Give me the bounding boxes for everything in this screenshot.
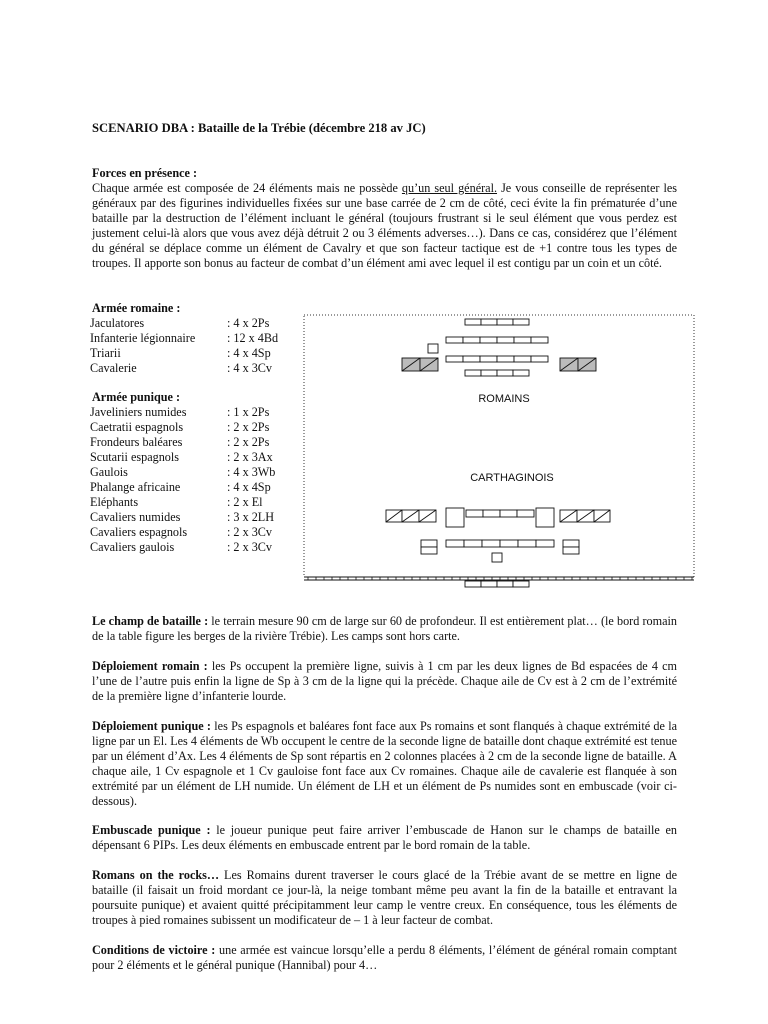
roman-general	[428, 344, 438, 353]
unit-value: : 2 x El	[227, 495, 263, 509]
unit-value: : 2 x 2Ps	[227, 420, 270, 434]
section-battlefield	[92, 614, 677, 644]
section-text: une armée est vaincue lorsqu’elle a perdu 8 éléments, l’élément de général romain comptant pour 2 éléments et le général punique (Hannibal) pour 4…	[92, 943, 677, 973]
unit-name: Infanterie légionnaire	[90, 331, 196, 345]
roman-army-heading: Armée romaine :	[92, 301, 181, 315]
unit-value: : 2 x 3Ax	[227, 450, 273, 464]
section-punic-ambush	[92, 823, 677, 853]
section-text: Les Romains durent traverser le cours glacé de la Trébie avant de se mettre en ligne de bataille (il faisait un froid mordant ce jour-là, la neige tombant même peu avant la fin de la bataille et entravant la poursuite punique) et avaient quitté précipitamment leur camp le ventre creux. En conséquence, tous les éléments de troupes à pied romaines subissent un modificateur de – 1 à leur facteur de combat.	[92, 868, 677, 928]
roman-deployment	[402, 319, 596, 376]
punic-general	[492, 553, 502, 562]
section-heading: Le champ de bataille :	[92, 614, 209, 628]
unit-value: : 4 x 3Wb	[227, 465, 276, 479]
unit-name: Cavalerie	[90, 361, 137, 375]
unit-name: Javeliniers numides	[90, 405, 187, 419]
section-heading: Embuscade punique :	[92, 823, 211, 837]
forces-text-underlined: qu’un seul général.	[401, 181, 498, 195]
unit-value: : 4 x 4Sp	[227, 346, 271, 360]
punic-army-heading: Armée punique :	[92, 390, 181, 404]
forces-paragraph	[92, 181, 677, 272]
roman-ps-line	[465, 319, 529, 325]
unit-value: : 12 x 4Bd	[227, 331, 279, 345]
unit-value: : 2 x 3Cv	[227, 525, 273, 539]
unit-value: : 4 x 2Ps	[227, 316, 270, 330]
unit-value: : 3 x 2LH	[227, 510, 275, 524]
punic-elephant-right	[536, 508, 554, 527]
unit-name: Cavaliers espagnols	[90, 525, 188, 539]
punic-cavalry-right	[560, 510, 610, 522]
punic-cavalry-left	[386, 510, 436, 522]
forces-text-1: Chaque armée est composée de 24 éléments mais ne possède	[92, 181, 402, 195]
punic-second-line	[446, 540, 554, 547]
unit-value: : 2 x 3Cv	[227, 540, 273, 554]
roman-cavalry-right	[560, 358, 596, 371]
section-text: le joueur punique peut faire arriver l’embuscade de Hanon sur le champs de bataille en dépensant 6 PIPs. Les deux éléments en embuscade entrent par le bord romain de la table.	[92, 823, 678, 853]
unit-value: : 2 x 2Ps	[227, 435, 270, 449]
unit-name: Frondeurs baléares	[90, 435, 183, 449]
unit-name: Eléphants	[90, 495, 139, 509]
unit-value: : 1 x 2Ps	[227, 405, 270, 419]
section-victory-conditions	[92, 943, 677, 973]
unit-name: Cavaliers gaulois	[90, 540, 175, 554]
battlefield-map	[300, 310, 700, 590]
unit-name: Triarii	[90, 346, 121, 360]
roman-bd-line-2	[446, 356, 548, 362]
unit-name: Caetratii espagnols	[90, 420, 184, 434]
table-border	[304, 315, 694, 577]
punic-rear-line	[465, 581, 529, 587]
unit-value: : 4 x 4Sp	[227, 480, 271, 494]
section-romans-on-the-rocks	[92, 868, 677, 928]
table-edge	[304, 577, 694, 580]
roman-sp-line	[465, 370, 529, 376]
section-punic-deployment	[92, 719, 677, 810]
unit-name: Cavaliers numides	[90, 510, 181, 524]
section-text: les Ps occupent la première ligne, suivis à 1 cm par les deux lignes de Bd espacées de 4 cm l’une de l’autre puis enfin la ligne de Sp à 3 cm de la ligne qui la précède. Chaque aile de Cv est à 2 cm de l’extrémité de la première ligne d’infanterie lourde.	[92, 659, 677, 704]
forces-text-2: Je vous conseille de représenter les généraux par des figurines individuelles fixées sur une base carrée de 2 cm de côté, ceci évite la fin prématurée d’une bataille par la destruction de l’élément incluant le général (toujours frustrant si le seul élément que vous perdez est justement celui-là alors que vous avez déjà détruit 2 ou 3 éléments adverses…). Dans ce cas, considérez que l’élément du général se déplace comme un élément de Cavalry et que son facteur tactique est de +1 contre tous les types de troupes. Il apporte son bonus au facteur de combat d’un élément ami avec lequel il est contigu par un coin et un côté.	[92, 181, 677, 271]
section-text: les Ps espagnols et baléares font face aux Ps romains et sont flanqués à chaque extrémité de la ligne par un El. Les 4 éléments de Wb occupent le centre de la seconde ligne de bataille dont chaque extrémité est tenue par un élément d’Ax. Les 4 éléments de Sp sont répartis en 2 colonnes placées à 2 cm de la seconde ligne de bataille. A chaque aile, 1 Cv espagnole et 1 Cv gauloise font face aux Cv romaines. Chaque aile de cavalerie est flanquée à son extrémité par un élément de LH numide. Un élément de LH et un élément de Ps numides sont en embuscade (voir ci-dessous).	[92, 719, 677, 809]
section-heading: Conditions de victoire :	[92, 943, 216, 957]
section-text: le terrain mesure 90 cm de large sur 60 de profondeur. Il est entièrement plat… (le bord romain de la table figure les berges de la rivière Trébie). Les camps sont hors carte.	[92, 614, 677, 644]
carthaginians-label: CARTHAGINOIS	[470, 472, 554, 484]
roman-cavalry-left	[402, 358, 438, 371]
roman-bd-line-1	[446, 337, 548, 343]
romans-label: ROMAINS	[478, 393, 530, 405]
section-heading: Romans on the rocks…	[92, 868, 220, 882]
punic-ps-line	[466, 510, 534, 517]
forces-heading: Forces en présence :	[92, 166, 198, 180]
punic-sp-column-left	[421, 540, 437, 554]
punic-elephant-left	[446, 508, 464, 527]
section-roman-deployment	[92, 659, 677, 704]
document-title: SCENARIO DBA : Bataille de la Trébie (décembre 218 av JC)	[92, 121, 426, 135]
punic-deployment	[386, 508, 610, 587]
unit-name: Scutarii espagnols	[90, 450, 180, 464]
unit-name: Gaulois	[90, 465, 128, 479]
unit-name: Jaculatores	[90, 316, 145, 330]
unit-name: Phalange africaine	[90, 480, 181, 494]
unit-value: : 4 x 3Cv	[227, 361, 273, 375]
section-heading: Déploiement punique :	[92, 719, 211, 733]
punic-sp-column-right	[563, 540, 579, 554]
section-heading: Déploiement romain :	[92, 659, 208, 673]
